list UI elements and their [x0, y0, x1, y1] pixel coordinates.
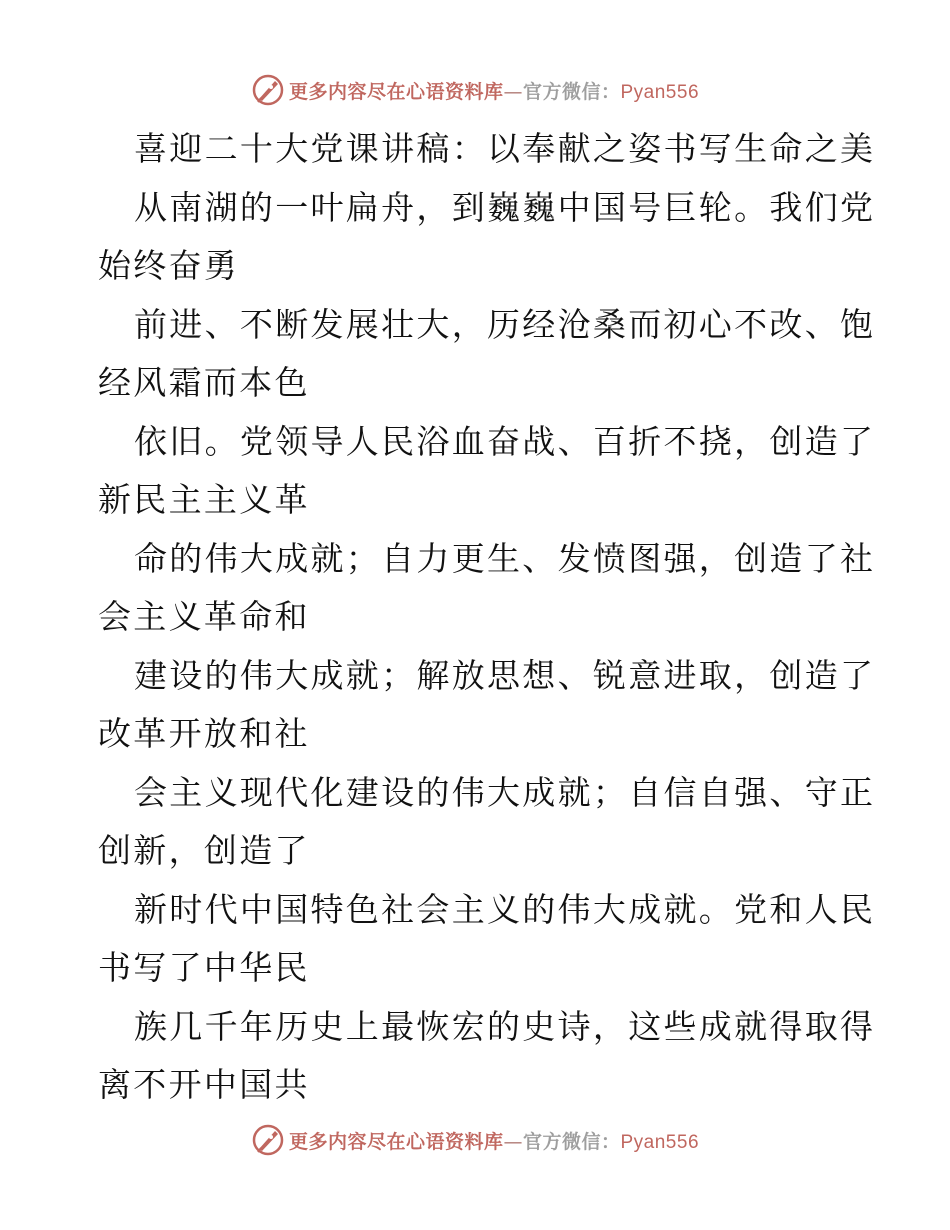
banner-text	[289, 77, 699, 104]
paragraph-line: 族几千年历史上最恢宏的史诗，这些成就得取得	[134, 1006, 876, 1046]
paragraph-line: 新民主主义革	[98, 480, 310, 519]
quill-pen-icon	[251, 73, 285, 107]
banner-wechat-id: Pyan556	[620, 81, 700, 103]
paragraph-line: 改革开放和社	[98, 714, 310, 753]
paragraph-line: 前进、不断发展壮大，历经沧桑而初心不改、饱	[134, 304, 876, 344]
banner-wechat-label: 官方微信：	[522, 80, 621, 103]
banner-text	[289, 1127, 699, 1154]
paragraph-line: 依旧。党领导人民浴血奋战、百折不挠，创造了	[134, 421, 876, 461]
document-title: 喜迎二十大党课讲稿：以奉献之姿书写生命之美	[134, 129, 876, 168]
paragraph-line: 会主义现代化建设的伟大成就；自信自强、守正	[134, 772, 876, 812]
paragraph-line: 离不开中国共	[98, 1065, 310, 1104]
paragraph-line: 从南湖的一叶扁舟，到巍巍中国号巨轮。我们党	[134, 187, 876, 227]
paragraph-line: 经风霜而本色	[98, 363, 310, 402]
paragraph-line: 新时代中国特色社会主义的伟大成就。党和人民	[134, 889, 876, 929]
paragraph-line: 命的伟大成就；自力更生、发愤图强，创造了社	[134, 538, 876, 578]
footer-banner	[0, 1120, 950, 1160]
banner-dash: —	[503, 1130, 523, 1153]
paragraph-line: 始终奋勇	[98, 246, 240, 285]
banner-site-name: 更多内容尽在心语资料库	[288, 1130, 504, 1153]
document-body	[98, 120, 876, 1115]
banner-site-name: 更多内容尽在心语资料库	[288, 80, 504, 103]
paragraph-line: 创新，创造了	[98, 831, 310, 870]
banner-dash: —	[503, 80, 523, 103]
header-banner	[0, 70, 950, 110]
banner-wechat-id: Pyan556	[620, 1131, 700, 1153]
quill-pen-icon	[251, 1123, 285, 1157]
paragraph-line: 建设的伟大成就；解放思想、锐意进取，创造了	[134, 655, 876, 695]
paragraph-line: 会主义革命和	[98, 597, 310, 636]
paragraph-line: 书写了中华民	[98, 948, 310, 987]
banner-wechat-label: 官方微信：	[522, 1130, 621, 1153]
